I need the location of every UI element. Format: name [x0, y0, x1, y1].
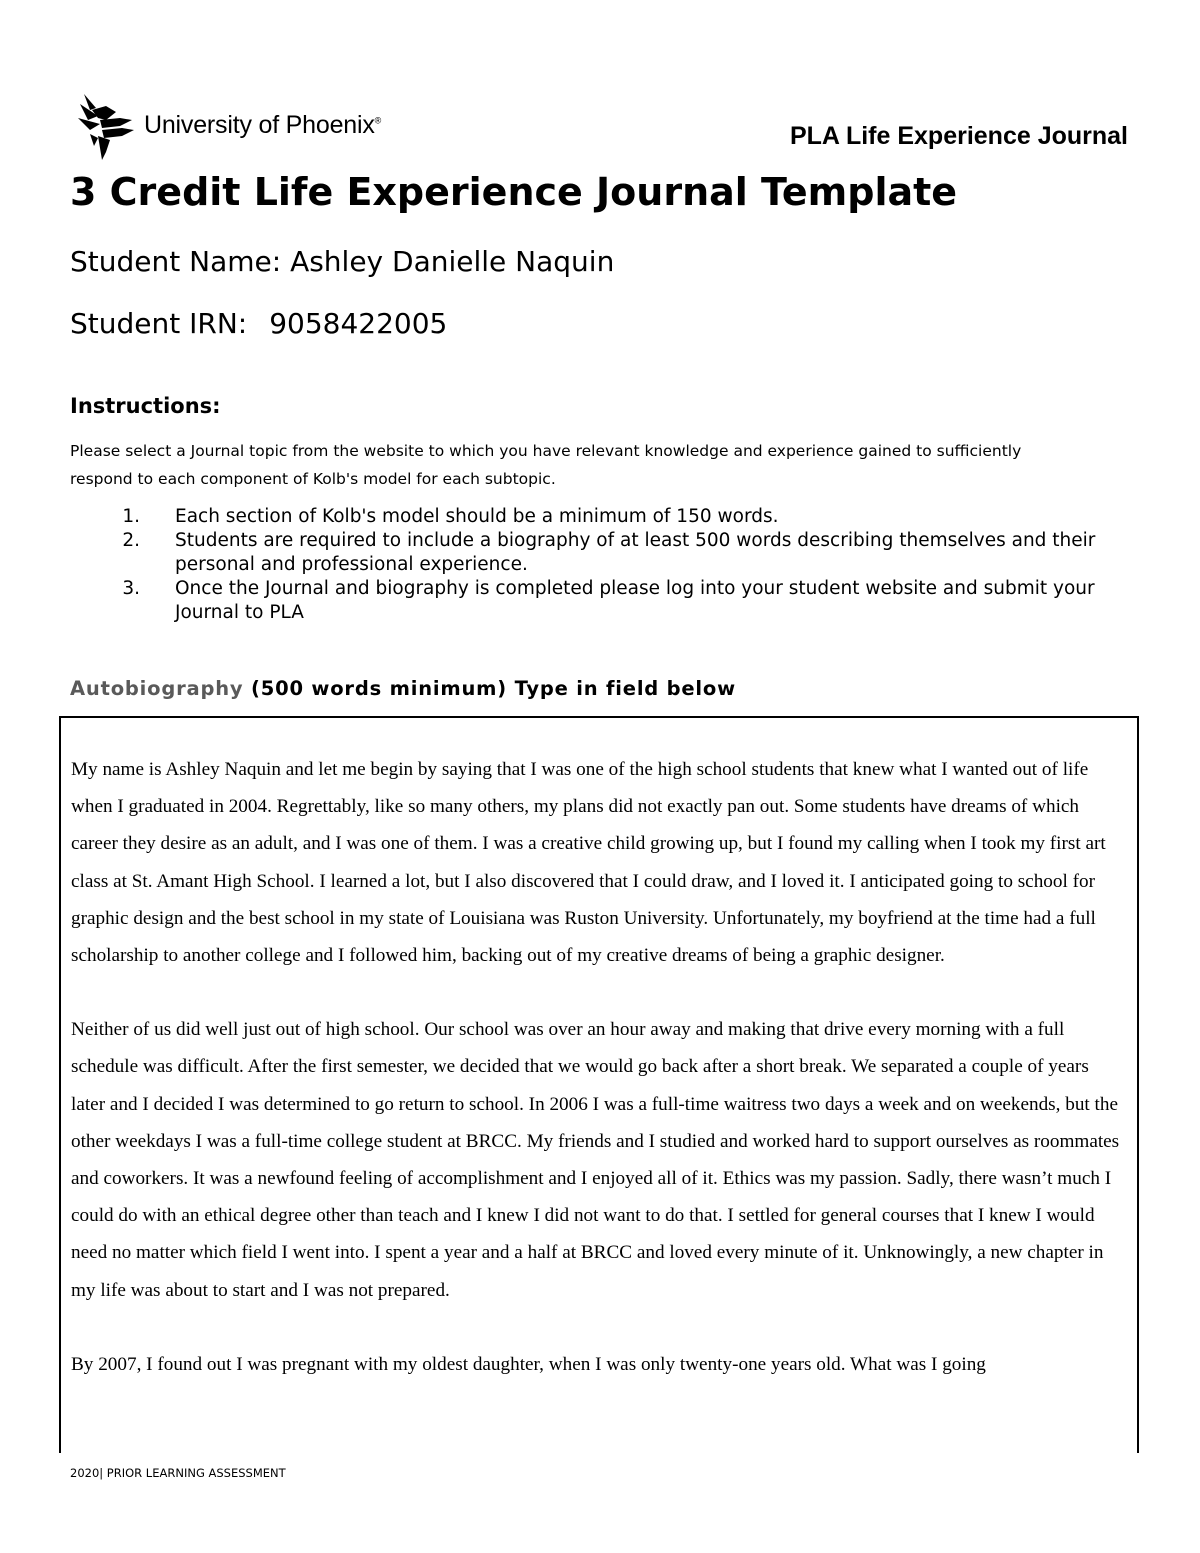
list-item-text: Students are required to include a biography of at least 500 words describing themselves and their personal and professional experience.: [175, 530, 1096, 575]
university-logo: [76, 90, 381, 160]
list-item-number: 2.: [122, 530, 140, 551]
phoenix-logo-icon: [76, 90, 140, 160]
list-item-text: Each section of Kolb's model should be a minimum of 150 words.: [175, 506, 779, 527]
student-irn-label: Student IRN:: [70, 307, 248, 340]
autobiography-field[interactable]: [59, 716, 1139, 1453]
logo-text: University of Phoenix®: [144, 110, 382, 139]
journal-header-title: PLA Life Experience Journal: [789, 122, 1128, 150]
autobiography-paragraph: By 2007, I found out I was pregnant with my oldest daughter, when I was only twenty-one years old. What was I going: [71, 1353, 986, 1375]
autobiography-note: (500 words minimum) Type in field below: [251, 677, 736, 700]
list-item-text: Once the Journal and biography is completed please log into your student website and submit your Journal to PLA: [175, 578, 1095, 623]
autobiography-heading: [70, 677, 736, 700]
list-item-number: 3.: [122, 578, 140, 599]
student-name: Student Name: Ashley Danielle Naquin: [70, 245, 615, 278]
document-title: 3 Credit Life Experience Journal Template: [70, 170, 958, 214]
list-item: [70, 529, 1130, 577]
instructions-intro: Please select a Journal topic from the website to which you have relevant knowledge and experience gained to sufficiently respond to each component of Kolb's model for each subtopic.: [70, 442, 1022, 488]
page-footer: 2020| PRIOR LEARNING ASSESSMENT: [70, 1466, 286, 1480]
autobiography-paragraph: My name is Ashley Naquin and let me begin by saying that I was one of the high school students that knew what I wanted out of life when I graduated in 2004. Regrettably, like so many others, my plans did not exactly pan out. Some students have dreams of which career they desire as an adult, and I was one of them. I was a creative child growing up, but I found my calling when I took my first art class at St. Amant High School. I learned a lot, but I also discovered that I could draw, and I loved it. I anticipated going to school for graphic design and the best school in my state of Louisiana was Ruston University. Unfortunately, my boyfriend at the time had a full scholarship to another college and I followed him, backing out of my creative dreams of being a graphic designer.: [71, 759, 1106, 967]
instructions-list: [70, 505, 1130, 625]
list-item: [70, 505, 1130, 529]
student-irn-value: 9058422005: [269, 307, 448, 340]
list-item: [70, 577, 1130, 625]
autobiography-title: Autobiography: [70, 677, 244, 700]
autobiography-paragraph: Neither of us did well just out of high school. Our school was over an hour away and making that drive every morning with a full schedule was difficult. After the first semester, we decided that we would go back after a short break. We separated a couple of years later and I decided I was determined to go return to school. In 2006 I was a full-time waitress two days a week and on weekends, but the other weekdays I was a full-time college student at BRCC. My friends and I studied and worked hard to support ourselves as roommates and coworkers. It was a newfound feeling of accomplishment and I enjoyed all of it. Ethics was my passion. Sadly, there wasn’t much I could do with an ethical degree other than teach and I knew I did not want to do that. I settled for general courses that I knew I would need no matter which field I went into. I spent a year and a half at BRCC and loved every minute of it. Unknowingly, a new chapter in my life was about to start and I was not prepared.: [71, 1019, 1120, 1301]
student-irn: [70, 307, 447, 340]
instructions-heading: Instructions:: [70, 394, 221, 418]
list-item-number: 1.: [122, 506, 140, 527]
